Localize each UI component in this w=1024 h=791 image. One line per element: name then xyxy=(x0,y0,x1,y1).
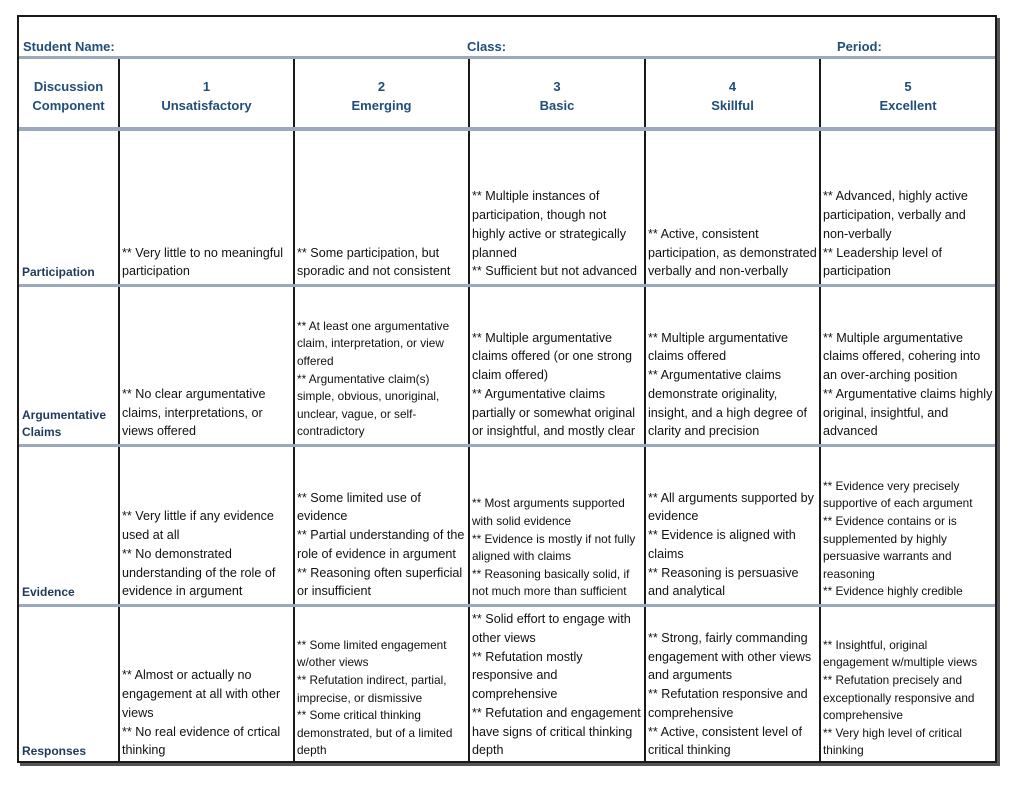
level-name: Unsatisfactory xyxy=(161,98,252,113)
criteria-cell: ** Some limited engagement w/other views ** Refutation indirect, partial, imprecise, or dismissive ** Some critical thinking demonstrated, but of a limited depth xyxy=(294,606,469,764)
level-header xyxy=(645,59,820,129)
level-name: Skillful xyxy=(711,98,754,113)
criteria-cell: ** No clear argumentative claims, interpretations, or views offered xyxy=(119,286,294,446)
period-label: Period: xyxy=(837,39,882,54)
component-cell: Argumentative Claims xyxy=(19,286,119,446)
criteria-cell: ** Strong, fairly commanding engagement with other views and arguments ** Refutation responsive and comprehensive ** Active, consistent level of critical thinking xyxy=(645,606,820,764)
table-row xyxy=(19,129,995,286)
level-header xyxy=(119,59,294,129)
criteria-cell: ** Very little to no meaningful participation xyxy=(119,129,294,286)
level-name: Basic xyxy=(539,98,575,113)
component-cell: Responses xyxy=(19,606,119,764)
criteria-cell: ** Evidence very precisely supportive of each argument ** Evidence contains or is supplemented by highly persuasive warrants and reasoning ** Evidence highly credible xyxy=(820,446,995,606)
criteria-cell: ** Solid effort to engage with other views ** Refutation mostly responsive and comprehensive ** Refutation and engagement have signs of critical thinking depth xyxy=(469,606,645,764)
criteria-cell: ** Multiple argumentative claims offered ** Argumentative claims demonstrate originality, insight, and a high degree of clarity and precision xyxy=(645,286,820,446)
level-name: Excellent xyxy=(879,98,937,113)
level-name: Emerging xyxy=(351,98,412,113)
table-row xyxy=(19,606,995,764)
level-header xyxy=(294,59,469,129)
component-cell: Participation xyxy=(19,129,119,286)
level-number: 3 xyxy=(553,79,561,94)
rubric-sheet xyxy=(17,15,997,763)
level-number: 4 xyxy=(728,79,737,94)
level-header xyxy=(469,59,645,129)
criteria-cell: ** Advanced, highly active participation, verbally and non-verbally ** Leadership level of participation xyxy=(820,129,995,286)
criteria-cell: ** Some participation, but sporadic and not consistent xyxy=(294,129,469,286)
criteria-cell: ** Most arguments supported with solid evidence ** Evidence is mostly if not fully aligned with claims ** Reasoning basically solid, if not much more than sufficient xyxy=(469,446,645,606)
level-number: 1 xyxy=(202,79,211,94)
level-header xyxy=(820,59,995,129)
table-row xyxy=(19,286,995,446)
criteria-cell: ** Active, consistent participation, as demonstrated verbally and non-verbally xyxy=(645,129,820,286)
criteria-cell: ** At least one argumentative claim, interpretation, or view offered ** Argumentative claim(s) simple, obvious, unoriginal, unclear, vague, or self-contradictory xyxy=(294,286,469,446)
level-number: 5 xyxy=(904,79,912,94)
criteria-cell: ** Multiple argumentative claims offered (or one strong claim offered) ** Argumentative claims partially or somewhat original or insightful, and mostly clear xyxy=(469,286,645,446)
criteria-cell: ** Insightful, original engagement w/multiple views ** Refutation precisely and exceptionally responsive and comprehensive ** Very high level of critical thinking xyxy=(823,637,978,758)
table-row xyxy=(19,446,995,606)
criteria-cell: ** Very little if any evidence used at all ** No demonstrated understanding of the role of evidence in argument xyxy=(119,446,294,606)
criteria-cell: ** Almost or actually no engagement at all with other views ** No real evidence of crtical thinking xyxy=(119,606,294,764)
component-header: Discussion Component xyxy=(19,59,119,129)
class-label: Class: xyxy=(467,39,507,54)
criteria-cell: ** All arguments supported by evidence ** Evidence is aligned with claims ** Reasoning is persuasive and analytical xyxy=(645,446,820,606)
header-row xyxy=(19,59,995,129)
level-number: 2 xyxy=(377,79,386,94)
student-info-bar xyxy=(19,17,995,59)
student-name-label: Student Name: xyxy=(23,39,115,54)
rubric-table xyxy=(19,59,995,763)
criteria-cell: ** Multiple instances of participation, though not highly active or strategically planned ** Sufficient but not advanced xyxy=(469,129,645,286)
criteria-cell: ** Multiple argumentative claims offered, cohering into an over-arching position ** Argumentative claims highly original, insightful, and advanced xyxy=(820,286,995,446)
component-cell: Evidence xyxy=(19,446,119,606)
criteria-cell: ** Some limited use of evidence ** Partial understanding of the role of evidence in argument ** Reasoning often superficial or insufficient xyxy=(294,446,469,606)
